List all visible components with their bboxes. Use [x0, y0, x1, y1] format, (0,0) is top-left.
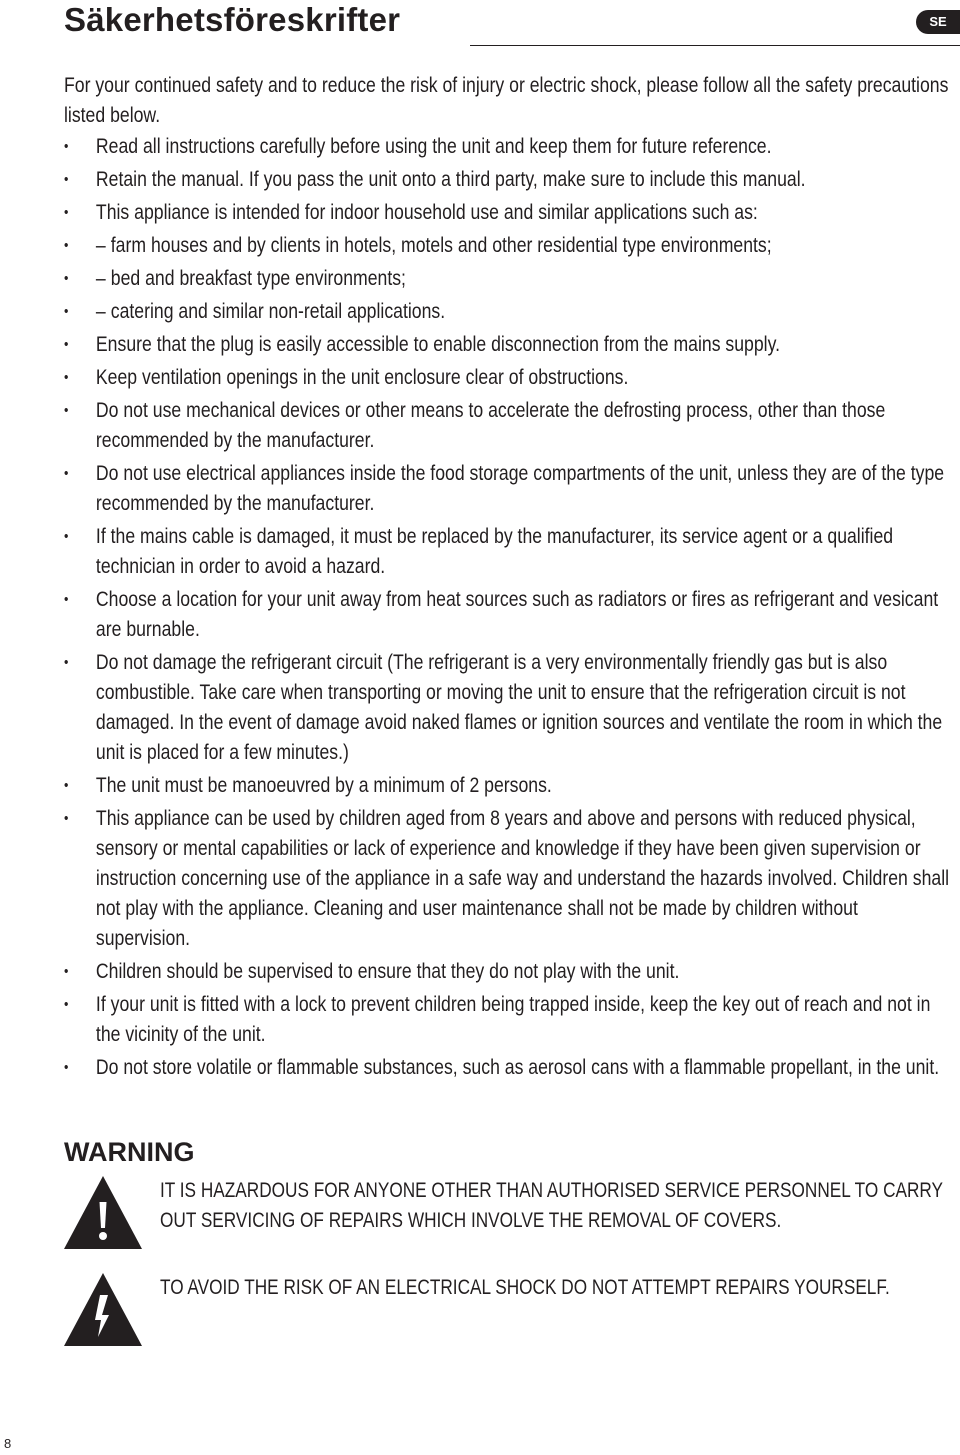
electric-shock-triangle-icon	[64, 1273, 142, 1347]
list-item: • Read all instructions carefully before using the unit and keep them for future reference.	[64, 132, 954, 162]
list-item: • Do not use mechanical devices or other means to accelerate the defrosting process, other than those recommended by the manufacturer.	[64, 396, 954, 456]
title-divider	[470, 45, 960, 46]
dash-glyph: –	[95, 300, 106, 323]
list-item: • Children should be supervised to ensure that they do not play with the unit.	[64, 957, 954, 987]
list-item-text: catering and similar non-retail applications.	[110, 300, 446, 323]
intro-paragraph: For your continued safety and to reduce the risk of injury or electric shock, please follow all the safety precautions listed below.	[64, 74, 949, 127]
list-item: • Do not store volatile or flammable substances, such as aerosol cans with a flammable propellant, in the unit.	[64, 1053, 954, 1083]
list-item: • Keep ventilation openings in the unit enclosure clear of obstructions.	[64, 363, 954, 393]
list-item: • If your unit is fitted with a lock to prevent children being trapped inside, keep the key out of reach and not in the vicinity of the unit.	[64, 990, 954, 1050]
list-item-text: farm houses and by clients in hotels, motels and other residential type environments;	[110, 234, 772, 257]
list-item: • Ensure that the plug is easily accessible to enable disconnection from the mains supply.	[64, 330, 954, 360]
page-title: Säkerhetsföreskrifter	[64, 1, 401, 38]
list-item: • This appliance can be used by children aged from 8 years and above and persons with reduced physical, sensory or mental capabilities or lack of experience and knowledge if they have been given supervision or instruction concerning use of the appliance in a safe way and understand the hazards involved. Children shall not play with the appliance. Cleaning and user maintenance shall not be made by children without supervision.	[64, 804, 954, 954]
list-item-sub	[64, 264, 954, 294]
warning-heading: WARNING	[64, 1137, 195, 1167]
warning-text-servicing: IT IS HAZARDOUS FOR ANYONE OTHER THAN AUTHORISED SERVICE PERSONNEL TO CARRY OUT SERVICING OF REPAIRS WHICH INVOLVE THE REMOVAL OF COVERS.	[160, 1179, 943, 1232]
dash-glyph: –	[95, 267, 106, 290]
list-item: • Choose a location for your unit away from heat sources such as radiators or fires as refrigerant and vesicant are burnable.	[64, 585, 954, 645]
list-item: • If the mains cable is damaged, it must be replaced by the manufacturer, its service agent or a qualified technician in order to avoid a hazard.	[64, 522, 954, 582]
list-item: • The unit must be manoeuvred by a minimum of 2 persons.	[64, 771, 954, 801]
list-item: • This appliance is intended for indoor household use and similar applications such as:	[64, 198, 954, 228]
list-item-sub	[64, 297, 954, 327]
list-item-text: bed and breakfast type environments;	[110, 267, 406, 290]
language-badge: SE	[916, 10, 960, 34]
list-item: • Do not damage the refrigerant circuit (The refrigerant is a very environmentally friendly gas but is also combustible. Take care when transporting or moving the unit to ensure that the refrigeration circuit is not damaged. In the event of damage avoid naked flames or ignition sources and ventilate the room in which the unit is placed for a few minutes.)	[64, 648, 954, 768]
list-item: • Do not use electrical appliances inside the food storage compartments of the unit, unless they are of the type recommended by the manufacturer.	[64, 459, 954, 519]
list-item: • Retain the manual. If you pass the unit onto a third party, make sure to include this manual.	[64, 165, 954, 195]
exclamation-triangle-icon	[64, 1176, 142, 1250]
dash-glyph: –	[95, 234, 106, 257]
page-number: 8	[4, 1436, 12, 1451]
warning-text-electric-shock: TO AVOID THE RISK OF AN ELECTRICAL SHOCK DO NOT ATTEMPT REPAIRS YOURSELF.	[160, 1276, 890, 1299]
safety-precautions	[64, 71, 950, 1086]
precaution-list	[64, 132, 954, 1083]
list-item-sub	[64, 231, 954, 261]
